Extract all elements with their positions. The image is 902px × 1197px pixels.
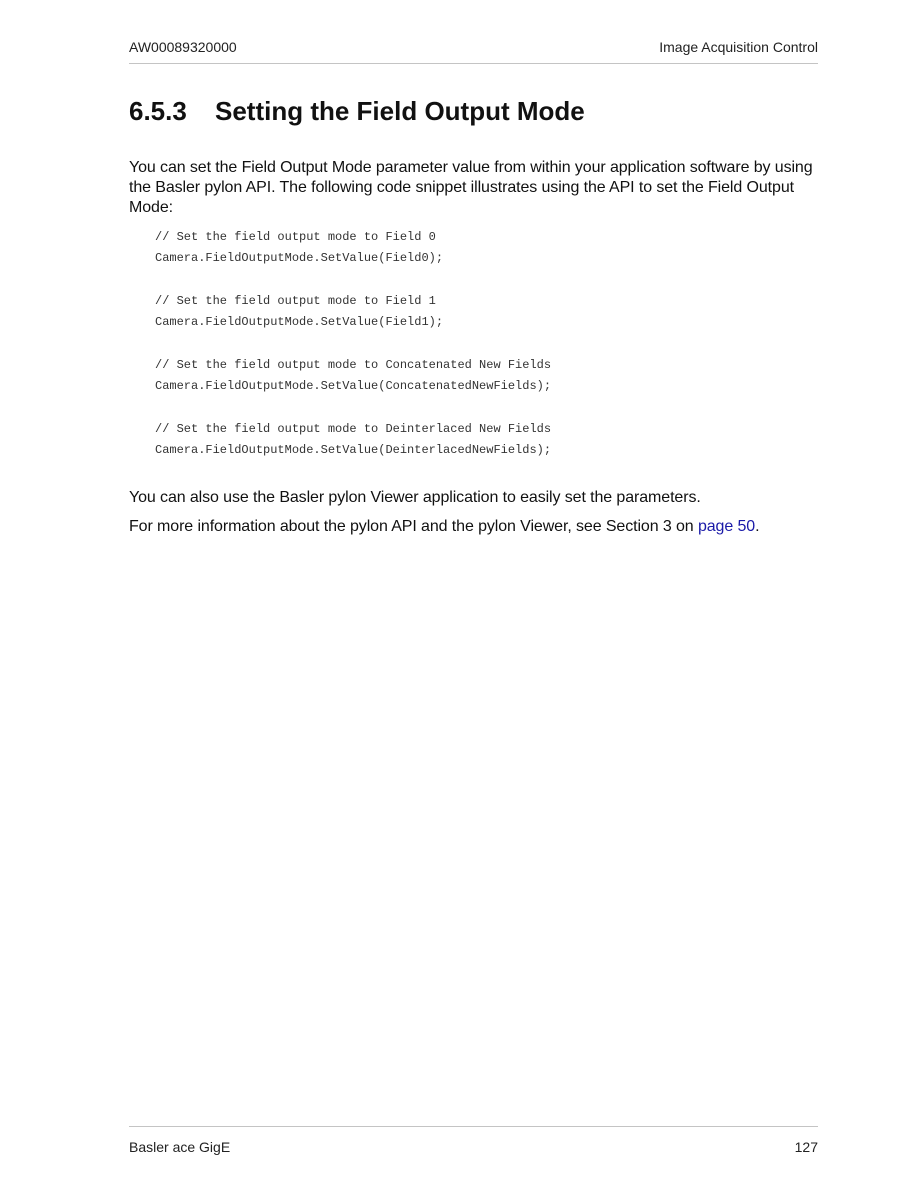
code-snippet bbox=[155, 227, 551, 461]
product-name: Basler ace GigE bbox=[129, 1139, 231, 1155]
section-number: 6.5.3 bbox=[129, 96, 187, 126]
code-statement: Camera.FieldOutputMode.SetValue(DeinterlacedNewFields); bbox=[155, 442, 552, 457]
code-statement: Camera.FieldOutputMode.SetValue(ConcatenatedNewFields); bbox=[155, 379, 552, 394]
page-50-link[interactable]: page 50 bbox=[697, 518, 756, 535]
page-footer bbox=[129, 1137, 818, 1157]
section-title: Setting the Field Output Mode bbox=[215, 96, 585, 126]
header-divider bbox=[129, 63, 818, 64]
more-info-paragraph bbox=[129, 517, 759, 537]
footer-divider bbox=[129, 1126, 818, 1127]
more-info-period: . bbox=[755, 518, 760, 535]
section-heading bbox=[129, 96, 585, 127]
code-comment: // Set the field output mode to Deinterlaced New Fields bbox=[155, 421, 552, 436]
more-info-text: For more information about the pylon API and the pylon Viewer, see Section 3 on bbox=[129, 518, 698, 535]
code-statement: Camera.FieldOutputMode.SetValue(Field1); bbox=[155, 315, 444, 330]
intro-paragraph: You can set the Field Output Mode parameter value from within your application software by using the Basler pylon API. The following code snippet illustrates using the API to set the Field Output Mode: bbox=[129, 159, 813, 216]
chapter-title: Image Acquisition Control bbox=[659, 39, 818, 55]
code-comment: // Set the field output mode to Field 1 bbox=[155, 293, 436, 308]
document-id: AW00089320000 bbox=[129, 39, 237, 55]
code-statement: Camera.FieldOutputMode.SetValue(Field0); bbox=[155, 251, 444, 266]
code-comment: // Set the field output mode to Concatenated New Fields bbox=[155, 357, 552, 372]
viewer-paragraph: You can also use the Basler pylon Viewer application to easily set the parameters. bbox=[129, 489, 701, 506]
page-header bbox=[129, 37, 818, 59]
code-comment: // Set the field output mode to Field 0 bbox=[155, 230, 436, 244]
page-number: 127 bbox=[794, 1139, 818, 1155]
